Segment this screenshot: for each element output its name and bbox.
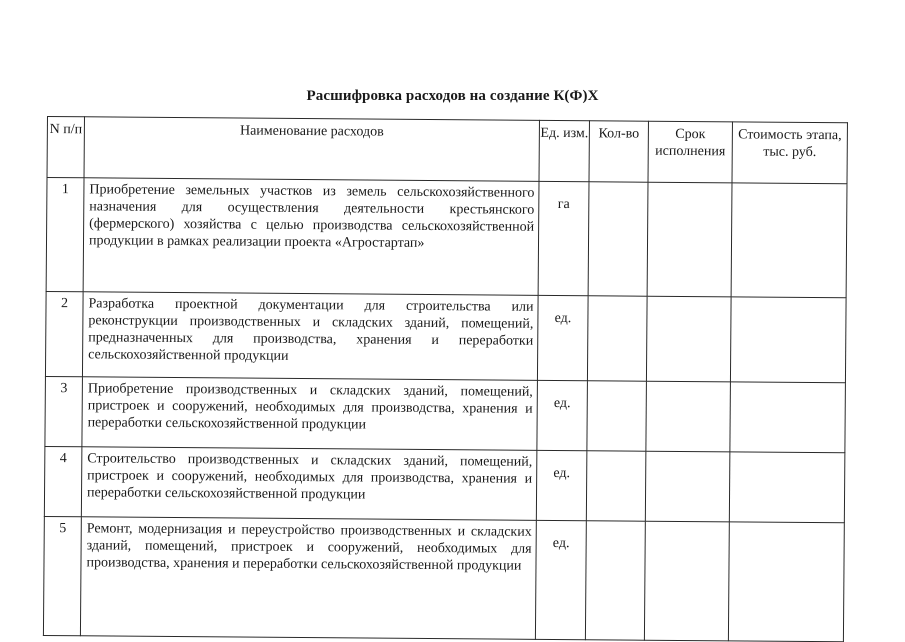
header-qty: Кол-во xyxy=(589,121,648,182)
header-name: Наименование расходов xyxy=(84,117,539,182)
row-num: 2 xyxy=(45,291,83,376)
row-term xyxy=(645,451,730,522)
row-name: Ремонт, модернизация и переустройство производственных и складских зданий, помещений, пристроек и сооружений, необходимых для производства, хранения и переработки сельскохозяйственной продукции xyxy=(80,517,536,640)
row-unit: ед. xyxy=(537,380,588,450)
row-term xyxy=(646,296,731,382)
header-term: Срок исполнения xyxy=(648,121,732,183)
table-header-row xyxy=(47,117,847,184)
row-cost xyxy=(731,183,847,298)
row-term xyxy=(644,521,729,641)
row-unit: ед. xyxy=(535,520,586,639)
header-num: N п/п xyxy=(47,117,84,178)
table-row xyxy=(45,376,846,452)
table-container xyxy=(43,116,848,642)
row-name: Приобретение земельных участков из земель сельскохозяйственного назначения для осуществления деятельности крестьянского (фермерского) хозяйства с целью производства сельскохозяйственной продукции в рамках реализации проекта «Агростартап» xyxy=(83,178,539,296)
row-unit: га xyxy=(538,181,589,295)
row-cost xyxy=(728,522,844,642)
row-qty xyxy=(585,521,645,640)
expenses-table xyxy=(43,116,848,642)
row-name: Разработка проектной документации для строительства или реконструкции производственных и складских зданий, помещений, предназначенных для производства, хранения и переработки сельскохозяйственной продукции xyxy=(82,292,538,381)
row-name: Приобретение производственных и складских зданий, помещений, пристроек и сооружений, необходимых для производства, хранения и переработки сельскохозяйственной продукции xyxy=(82,377,538,451)
row-cost xyxy=(730,382,846,453)
header-unit: Ед. изм. xyxy=(539,120,589,181)
row-num: 1 xyxy=(46,178,84,292)
row-term xyxy=(646,381,731,452)
row-qty xyxy=(588,182,648,296)
document-title: Расшифровка расходов на создание К(Ф)Х xyxy=(306,88,599,104)
row-cost xyxy=(730,297,846,383)
row-qty xyxy=(587,381,647,451)
table-row xyxy=(44,446,845,522)
table-row xyxy=(43,516,844,641)
row-name: Строительство производственных и складских зданий, помещений, пристроек и сооружений, необходимых для производства, хранения и переработки сельскохозяйственной продукции xyxy=(81,447,537,521)
row-unit: ед. xyxy=(536,450,587,520)
row-num: 5 xyxy=(43,516,81,635)
row-qty xyxy=(586,451,646,521)
row-term xyxy=(647,182,732,297)
table-row xyxy=(46,178,847,298)
row-num: 3 xyxy=(45,376,83,446)
header-cost: Стоимость этапа, тыс. руб. xyxy=(732,122,847,184)
row-qty xyxy=(587,296,647,381)
row-unit: ед. xyxy=(537,295,588,380)
row-cost xyxy=(729,452,845,523)
row-num: 4 xyxy=(44,446,82,516)
table-row xyxy=(45,291,846,382)
